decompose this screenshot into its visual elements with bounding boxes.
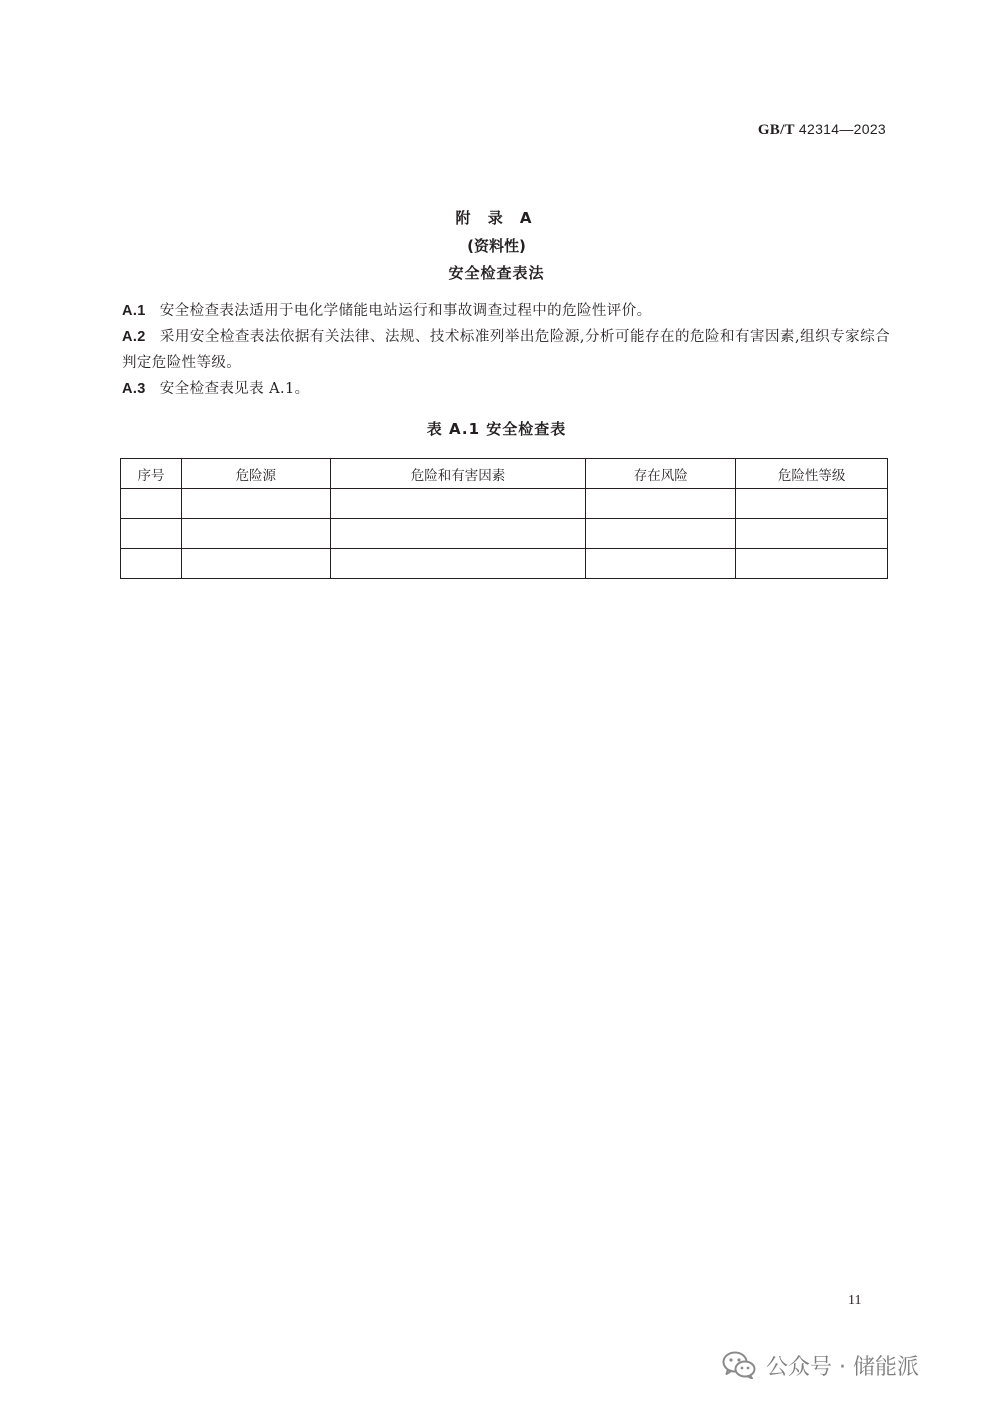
table-row [121, 519, 888, 549]
header-hazard-source: 危险源 [181, 459, 330, 489]
table-cell [736, 489, 888, 519]
table-cell [586, 519, 736, 549]
table-cell [330, 519, 586, 549]
table-cell [586, 489, 736, 519]
clause-number: A.1 [122, 303, 146, 319]
header-serial-no: 序号 [121, 459, 182, 489]
table-row [121, 549, 888, 579]
appendix-nature: (资料性) [467, 237, 526, 255]
clause-a2 [122, 324, 890, 376]
table-cell [736, 549, 888, 579]
table-cell [181, 519, 330, 549]
header-existing-risk: 存在风险 [586, 459, 736, 489]
table-caption: 表 A.1 安全检查表 [426, 420, 567, 438]
appendix-title: 附 录 A [455, 209, 538, 227]
standard-prefix: GB/T [757, 122, 795, 138]
table-cell [330, 549, 586, 579]
table-cell [586, 549, 736, 579]
page-number: 11 [848, 1293, 862, 1308]
table-row [121, 489, 888, 519]
watermark [722, 1347, 919, 1383]
table-cell [121, 489, 182, 519]
clause-number: A.2 [122, 329, 146, 345]
safety-check-table [120, 458, 888, 579]
table-cell [181, 549, 330, 579]
table-header-row [121, 459, 888, 489]
header-hazard-level: 危险性等级 [736, 459, 888, 489]
table-cell [181, 489, 330, 519]
header-harmful-factors: 危险和有害因素 [330, 459, 586, 489]
wechat-icon [722, 1351, 756, 1379]
clause-a1 [122, 298, 890, 324]
standard-number: 42314—2023 [798, 121, 886, 137]
appendix-name: 安全检查表法 [448, 264, 545, 282]
clause-text: 采用安全检查表法依据有关法律、法规、技术标准列举出危险源,分析可能存在的危险和有害因素,组织专家综合判定危险性等级。 [122, 329, 890, 371]
table-cell [330, 489, 586, 519]
clause-a3 [122, 376, 890, 402]
table-cell [121, 519, 182, 549]
watermark-text: 公众号 · 储能派 [766, 1354, 919, 1380]
table-cell [736, 519, 888, 549]
standard-code [758, 121, 886, 139]
clause-text: 安全检查表见表 A.1。 [159, 381, 310, 397]
table-cell [121, 549, 182, 579]
clause-text: 安全检查表法适用于电化学储能电站运行和事故调查过程中的危险性评价。 [159, 303, 652, 319]
clause-number: A.3 [122, 381, 146, 397]
